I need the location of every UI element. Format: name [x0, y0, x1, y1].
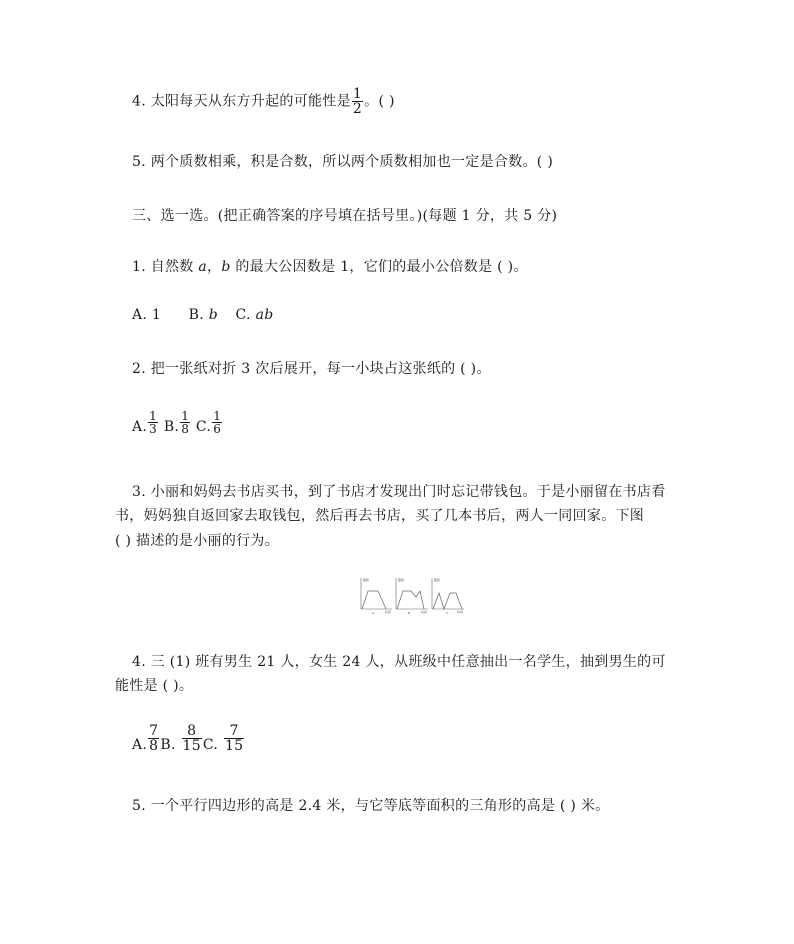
choice-question-5: 5. 一个平行四边形的高是 2.4 米，与它等底等面积的三角形的高是 ( ) 米。: [132, 798, 610, 814]
graph-b: [396, 577, 428, 615]
graph-c: [432, 577, 464, 615]
fraction-7-15: $\frac{7}{15}$: [224, 723, 244, 754]
option-b: B. b: [188, 307, 219, 323]
graph-a-x-label: 时间: [385, 610, 392, 614]
graph-a-label: A: [372, 611, 375, 615]
graph-a: [361, 577, 392, 615]
choice-question-4-line-1: 4. 三 (1) 班有男生 21 人，女生 24 人，从班级中任意抽出一名学生，抽到男生的可: [132, 654, 666, 670]
graph-b-y-label: 路程: [398, 578, 405, 582]
fraction-8-15: $\frac{8}{15}$: [182, 723, 201, 754]
choice-question-2: 2. 把一张纸对折 3 次后展开，每一小块占这张纸的 ( )。: [132, 361, 491, 377]
fraction-one-half: $\frac{1}{2}$: [352, 86, 363, 117]
choice-question-4-line-2: 能性是 ( )。: [115, 678, 194, 694]
fraction-1-3: $\frac{1}{3}$: [149, 409, 158, 436]
option-c: C. ab: [235, 307, 274, 323]
graph-b-label: B: [408, 611, 411, 615]
choice-question-3-line-3: ( ) 描述的是小丽的行为。: [115, 533, 280, 549]
choice-question-3-line-2: 书，妈妈独自返回家去取钱包，然后再去书店，买了几本书后，两人一同回家。下图: [115, 508, 645, 524]
choice-question-2-options: A. $\frac{1}{3}$ B. $\frac{1}{8}$ C. $\frac{1}{6}$: [132, 409, 222, 436]
question-5: 5. 两个质数相乘，积是合数，所以两个质数相加也一定是合数。( ): [132, 154, 554, 170]
q4-suffix: 。( ): [364, 93, 395, 110]
graph-a-y-label: 路程: [363, 578, 370, 582]
fraction-1-8: $\frac{1}{8}$: [181, 409, 190, 436]
option-a: A. 1: [132, 307, 162, 323]
section-3-heading: 三、选一选。(把正确答案的序号填在括号里。)(每题 1 分，共 5 分): [132, 208, 558, 224]
graph-c-x-label: 时间: [457, 610, 464, 614]
q4-prefix: 4. 太阳每天从东方升起的可能性是: [132, 93, 351, 110]
choice-question-1-options: [132, 307, 273, 323]
graph-c-y-label: 路程: [434, 578, 441, 582]
choice-question-4-options: A. $\frac{7}{8}$ B. $\frac{8}{15}$ C. $\frac{7}{15}$: [132, 723, 244, 754]
fraction-1-6: $\frac{1}{6}$: [213, 409, 222, 436]
graph-b-x-label: 时间: [421, 610, 428, 614]
choice-question-1: 1. 自然数 a，b 的最大公因数是 1，它们的最小公倍数是 ( )。: [132, 259, 528, 275]
question-4: [132, 87, 395, 116]
distance-time-graphs-figure: [358, 575, 468, 615]
fraction-7-8: $\frac{7}{8}$: [149, 723, 159, 754]
graph-c-label: C: [446, 611, 449, 615]
choice-question-3-line-1: 3. 小丽和妈妈去书店买书，到了书店才发现出门时忘记带钱包。于是小丽留在书店看: [132, 484, 666, 500]
